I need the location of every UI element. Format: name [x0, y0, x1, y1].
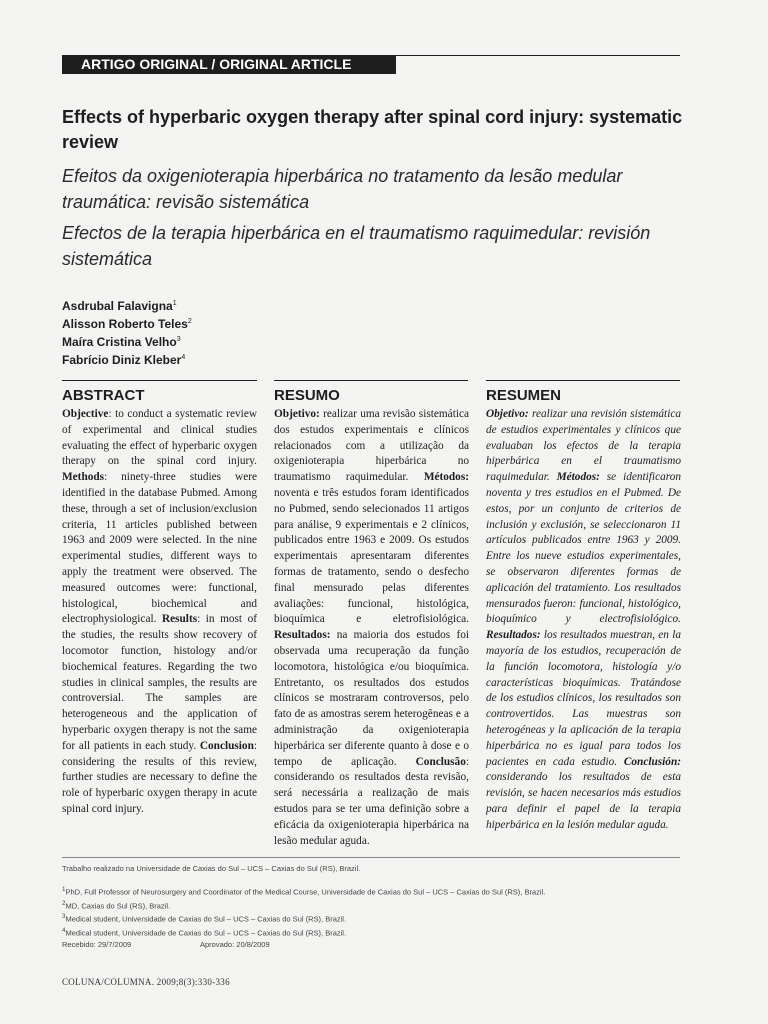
author: Asdrubal Falavigna$^1$ — [62, 299, 177, 313]
abstract-text: Objective: to conduct a systematic review of experimental and clinical studies evaluating the effect of hyperbaric oxygen therapy on the spinal cord injury. Methods: ninety-three studies were identified in the database Pubmed. Among these, through a set of inclusion/exclusion criteria, 11 articles published between 1963 and 2009 were selected. In the nine experimental studies, different ways to apply the treatment were observed. The measured outcomes were: functional, histological, biochemical and electrophysiological. Results: in most of the studies, the results show recovery of locomotor function, histology and/or biochemical features. Regarding the two studies in clinical samples, the results are controversial. The samples are heterogeneous and the application of hyperbaric oxygen therapy is not the same for all patients in each study. Conclusion: considering the results of this review, further studies are necessary to define the role of hyperbaric oxygen therapy in acute spinal cord injury. — [62, 408, 257, 815]
resumen-heading: RESUMEN — [486, 387, 562, 404]
title-english: Effects of hyperbaric oxygen therapy after spinal cord injury: systematic review — [62, 107, 683, 152]
title-spanish: Efectos de la terapia hiperbárica en el traumatismo raquimedular: revisión sistemática — [62, 223, 651, 269]
author-list — [62, 296, 362, 368]
affiliation-note: $^3$Medical student, Universidade de Caxias do Sul – UCS – Caxias do Sul (RS), Brazil. — [62, 913, 347, 924]
affiliation-notes — [62, 884, 682, 938]
resumo-column — [274, 387, 469, 849]
affiliation-note: $^2$MD, Caxias do Sul (RS), Brazil. — [62, 899, 171, 910]
received-date: Recebido: 29/7/2009 — [62, 940, 132, 949]
resumo-heading: RESUMO — [274, 387, 340, 404]
title-portuguese: Efeitos da oxigenioterapia hiperbárica no tratamento da lesão medular traumática: revisão sistemática — [62, 166, 623, 212]
author: Fabrício Diniz Kleber$^4$ — [62, 353, 186, 367]
footnote-rule — [62, 857, 680, 858]
abstract-heading: ABSTRACT — [62, 387, 145, 404]
affiliation-note: $^1$PhD, Full Professor of Neurosurgery and Coordinator of the Medical Course, Universidade de Caxias do Sul – UCS – Caxias do Sul (RS), Brazil. — [62, 886, 546, 897]
resumo-rule — [274, 380, 468, 381]
article-type-banner: ARTIGO ORIGINAL / ORIGINAL ARTICLE — [62, 55, 396, 74]
abstract-column — [62, 387, 257, 818]
affiliation-note: $^4$Medical student, Universidade de Caxias do Sul – UCS – Caxias do Sul (RS), Brazil. — [62, 926, 347, 937]
approved-date: Aprovado: 20/8/2009 — [200, 940, 270, 949]
resumen-column — [486, 387, 681, 834]
journal-citation: COLUNA/COLUMNA. 2009;8(3):330-336 — [62, 977, 230, 987]
resumo-text: Objetivo: realizar uma revisão sistemática dos estudos experimentais e clínicos relacionados com a utilização da oxigenioterapia hiperbárica no traumatismo raquimedular. Métodos: noventa e três estudos foram identificados no Pubmed, sendo selecionados 11 artigos para análise, 9 experimentais e 2 clínicos, publicados entre 1963 e 2009. Os estudos experimentais apresentaram diferentes formas de tratamento, sendo o desfecho final mensurado pelas diferentes avaliações: funcional, histológica, bioquímica e eletrofisiológica. Resultados: na maioria dos estudos foi observada uma recuperação da função locomotora, histológica e/ou bioquímica. Entretanto, os resultados dos estudos clínicos se mostraram controversos, pelo fato de as amostras serem heterogêneas e a administração da oxigenioterapia hiperbárica ser diferente quanto à dose e o tempo de aplicação. Conclusão: considerando os resultados desta revisão, será necessária a realização de mais estudos para se ter uma definição sobre a eficácia da oxigenioterapia hiperbárica na lesão medular aguda. — [274, 408, 469, 847]
resumen-rule — [486, 380, 680, 381]
resumen-text: Objetivo: realizar una revisión sistemática de estudios experimentales y clínicos que evaluaban los efectos de la terapia hiperbárica en el traumatismo raquimedular. Métodos: se identificaron noventa y tres estudios en el Pubmed. De estos, por un conjunto de criterios de inclusión y exclusión, se seleccionaron 11 artículos publicados entre 1963 y 2009. Entre los nueve estudios experimentales, se observaron diferentes formas de aplicación del tratamiento. Los resultados mensurados fueron: funcional, histológico, bioquímico y electrofisiológico. Resultados: los resultados muestran, en la mayoría de los estudios, recuperación de la función locomotora, histología y/o características bioquímicas. Tratándose de los estudios clínicos, los resultados son controvertidos. Las muestras son heterogéneas y la aplicación de la terapia hiperbárica no es igual para todos los pacientes en cada estudio. Conclusión: considerando los resultados de esta revisión, se hacen necesarios más estudios para definir el papel de la terapia hiperbárica en la lesión medular aguda. — [486, 408, 682, 831]
author: Alisson Roberto Teles$^2$ — [62, 317, 192, 331]
institution-note: Trabalho realizado na Universidade de Caxias do Sul – UCS – Caxias do Sul (RS), Brazil. — [62, 864, 361, 873]
abstract-rule — [62, 380, 257, 381]
author: Maíra Cristina Velho$^3$ — [62, 335, 181, 349]
